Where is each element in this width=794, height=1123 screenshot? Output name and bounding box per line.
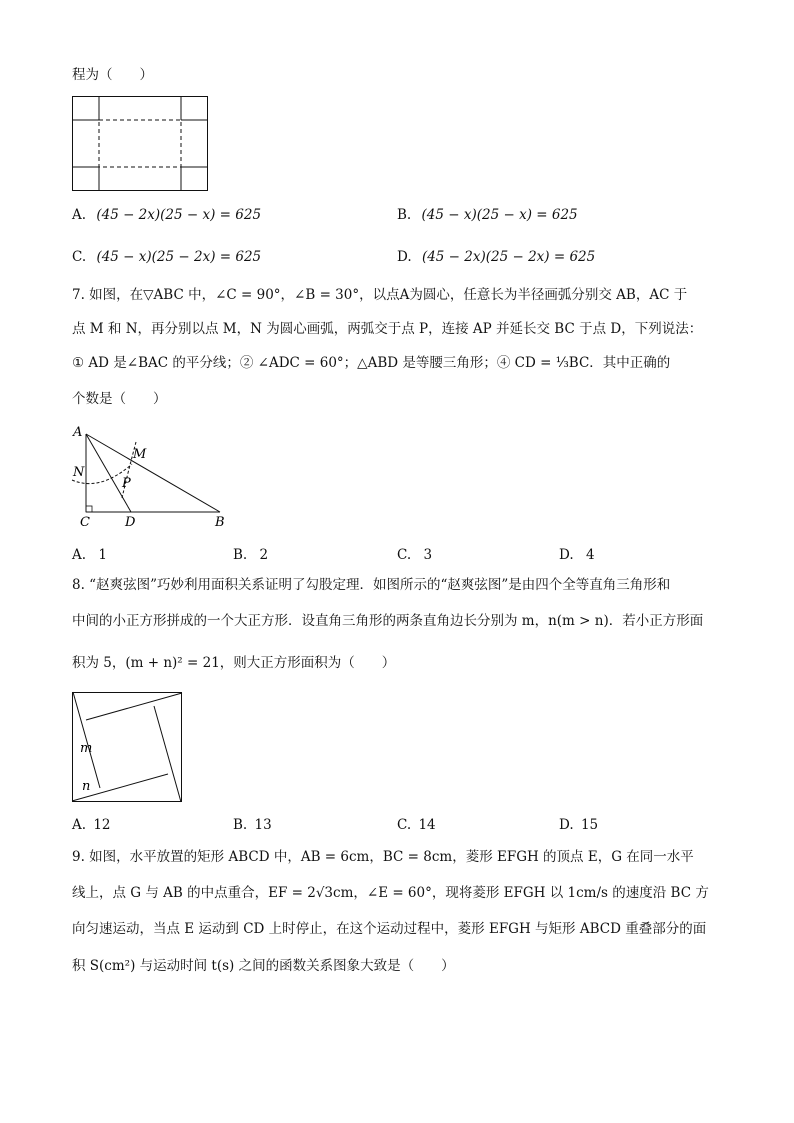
q8-option-b[interactable]: B. 13 bbox=[233, 817, 272, 833]
q7-option-d[interactable]: D. 4 bbox=[559, 547, 595, 563]
q8-option-c[interactable]: C. 14 bbox=[397, 817, 436, 833]
q7-label-n: N bbox=[73, 465, 85, 480]
q8-label-m: m bbox=[80, 741, 93, 756]
q7-option-b[interactable]: B. 2 bbox=[233, 547, 269, 563]
q8-line-1: 8. “赵爽弦图”巧妙利用面积关系证明了勾股定理．如图所示的“赵爽弦图”是由四个全等直角三角形和 bbox=[72, 577, 671, 593]
q6-option-b[interactable]: B. (45 − x)(25 − x) = 625 bbox=[397, 207, 578, 223]
q8-line-2: 中间的小正方形拼成的一个大正方形．设直角三角形的两条直角边长分别为 m，n(m > n)．若小正方形面 bbox=[72, 613, 704, 629]
q7-line-2: 点 M 和 N，再分别以点 M，N 为圆心画弧，两弧交于点 P，连接 AP 并延长交 BC 于点 D，下列说法： bbox=[72, 321, 703, 337]
q8-line-3: 积为 5，(m + n)² = 21，则大正方形面积为（ ） bbox=[72, 655, 396, 671]
q8-label-n: n bbox=[82, 779, 91, 794]
q6-option-a[interactable]: A. (45 − 2x)(25 − x) = 625 bbox=[72, 207, 262, 223]
q7-line-4: 个数是（ ） bbox=[72, 391, 167, 407]
q9-line-4: 积 S(cm²) 与运动时间 t(s) 之间的函数关系图象大致是（ ） bbox=[72, 958, 455, 974]
q9-line-2: 线上，点 G 与 AB 的中点重合，EF = 2√3cm，∠E = 60°，现将菱形 EFGH 以 1cm/s 的速度沿 BC 方 bbox=[72, 885, 709, 901]
q6-option-d[interactable]: D. (45 − 2x)(25 − 2x) = 625 bbox=[397, 249, 596, 265]
q8-option-d[interactable]: D. 15 bbox=[559, 817, 599, 833]
q8-option-a[interactable]: A. 12 bbox=[72, 817, 111, 833]
q9-line-3: 向匀速运动，当点 E 运动到 CD 上时停止，在这个运动过程中，菱形 EFGH 与矩形 ABCD 重叠部分的面 bbox=[72, 921, 707, 937]
q7-line-1: 7. 如图，在▽ABC 中，∠C = 90°，∠B = 30°，以点A为圆心，任意长为半径画弧分别交 AB，AC 于 bbox=[72, 287, 688, 303]
q7-label-d: D bbox=[125, 515, 136, 530]
q6-option-c[interactable]: C. (45 − x)(25 − 2x) = 625 bbox=[72, 249, 262, 265]
q7-option-a[interactable]: A. 1 bbox=[72, 547, 107, 563]
q7-label-c: C bbox=[80, 515, 90, 530]
q6-stem-tail: 程为（ ） bbox=[72, 67, 153, 83]
q7-figure bbox=[70, 422, 235, 530]
q7-option-c[interactable]: C. 3 bbox=[397, 547, 433, 563]
q7-label-a: A bbox=[73, 425, 83, 440]
q7-label-m: M bbox=[133, 447, 147, 462]
q8-figure bbox=[72, 692, 182, 802]
q7-label-p: P bbox=[122, 476, 131, 491]
q9-line-1: 9. 如图，水平放置的矩形 ABCD 中，AB = 6cm，BC = 8cm，菱形 EFGH 的顶点 E，G 在同一水平 bbox=[72, 849, 694, 865]
q7-label-b: B bbox=[215, 515, 225, 530]
q6-figure bbox=[72, 96, 208, 191]
q7-line-3: ① AD 是∠BAC 的平分线；② ∠ADC = 60°；△ABD 是等腰三角形；④ CD = ⅓BC．其中正确的 bbox=[72, 355, 671, 371]
